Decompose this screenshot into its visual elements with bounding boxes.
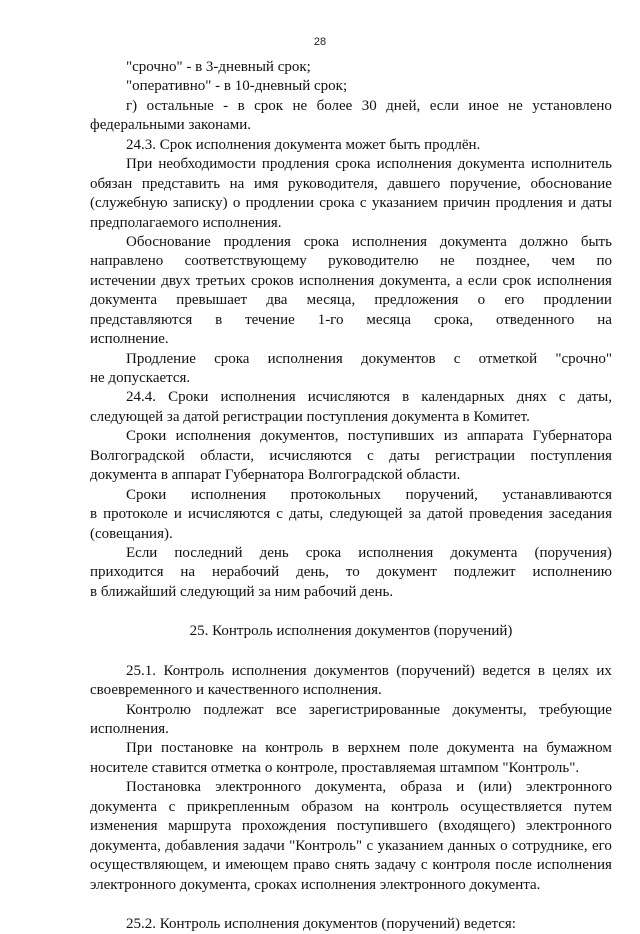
page-number: 28 bbox=[313, 36, 327, 48]
text-line: "срочно" - в 3-дневный срок; bbox=[126, 59, 311, 75]
text-line: (совещания). bbox=[90, 525, 173, 542]
text-line: документа в аппарат Губернатора Волгоградской области. bbox=[90, 467, 461, 484]
text-line: представляются в течение 1-го месяца срока, отведенного на bbox=[90, 311, 612, 328]
text-line: истечении двух третьих сроков исполнения документа, а если срок исполнения bbox=[90, 272, 612, 289]
text-line: изменения маршрута прохождения поступившего (входящего) электронного bbox=[90, 818, 612, 835]
paragraph-gap bbox=[90, 602, 612, 622]
text-line: Контролю подлежат все зарегистрированные документы, требующие bbox=[126, 701, 612, 718]
text-line: Если последний день срока исполнения документа (поручения) bbox=[126, 544, 612, 561]
text-line: г) остальные - в срок не более 30 дней, если иное не установлено bbox=[126, 97, 612, 114]
text-line: Сроки исполнения протокольных поручений, устанавливаются bbox=[126, 486, 612, 503]
text-line: Постановка электронного документа, образа и (или) электронного bbox=[126, 779, 612, 796]
text-line: Сроки исполнения документов, поступивших из аппарата Губернатора bbox=[126, 428, 612, 445]
text-line: своевременного и качественного исполнения. bbox=[90, 682, 382, 699]
text-line: "оперативно" - в 10-дневный срок; bbox=[126, 78, 348, 95]
text-line: исполнение. bbox=[90, 331, 169, 348]
text-line: При необходимости продления срока исполнения документа исполнитель bbox=[126, 156, 612, 173]
text-line: 24.3. Срок исполнения документа может быть продлён. bbox=[126, 136, 481, 153]
text-line: носителе ставится отметка о контроле, проставляемая штампом "Контроль". bbox=[90, 759, 580, 776]
text-line: электронного документа, сроках исполнения электронного документа. bbox=[90, 876, 541, 893]
text-line: (служебную записку) о продлении срока с указанием причин продления и даты bbox=[90, 195, 612, 212]
text-line: федеральными законами. bbox=[90, 117, 252, 134]
section-heading: 25. Контроль исполнения документов (поручений) bbox=[189, 623, 513, 640]
text-line: исполнения. bbox=[90, 721, 169, 737]
text-line: предполагаемого исполнения. bbox=[90, 214, 282, 231]
text-line: в ближайший следующий за ним рабочий день. bbox=[90, 583, 394, 600]
text-line: Обоснование продления срока исполнения документа должно быть bbox=[126, 233, 612, 250]
text-line: не допускается. bbox=[90, 370, 191, 386]
text-line: документа превышает два месяца, предложения о его продлении bbox=[90, 292, 612, 309]
text-line: в протоколе и исчисляются с даты, следующей за датой проведения заседания bbox=[90, 506, 612, 523]
text-line: следующей за датой регистрации поступления документа в Комитет. bbox=[90, 408, 530, 425]
text-line: 25.2. Контроль исполнения документов (поручений) ведется: bbox=[126, 915, 516, 932]
paragraph-gap bbox=[90, 642, 612, 662]
text-line: приходится на нерабочий день, то документ подлежит исполнению bbox=[90, 564, 612, 581]
text-line: 24.4. Сроки исполнения исчисляются в календарных днях с даты, bbox=[126, 389, 612, 406]
text-line: 25.1. Контроль исполнения документов (поручений) ведется в целях их bbox=[126, 662, 612, 679]
text-line: направлено соответствующему руководителю не позднее, чем по bbox=[90, 253, 612, 270]
text-line: Волгоградской области, исчисляются с даты регистрации поступления bbox=[90, 447, 612, 464]
text-line: осуществляющем, и имеющем право снять задачу с контроля после исполнения bbox=[90, 857, 612, 874]
text-line: При постановке на контроль в верхнем поле документа на бумажном bbox=[126, 740, 612, 757]
document-body bbox=[90, 58, 612, 934]
text-line: обязан представить на имя руководителя, давшего поручение, обоснование bbox=[90, 175, 612, 192]
text-line: документа с прикрепленным образом на контроль осуществляется путем bbox=[90, 798, 612, 815]
text-line: документа, добавления задачи "Контроль" с указанием данных о сотруднике, его bbox=[90, 837, 612, 854]
text-line: Продление срока исполнения документов с отметкой "срочно" bbox=[126, 350, 612, 367]
